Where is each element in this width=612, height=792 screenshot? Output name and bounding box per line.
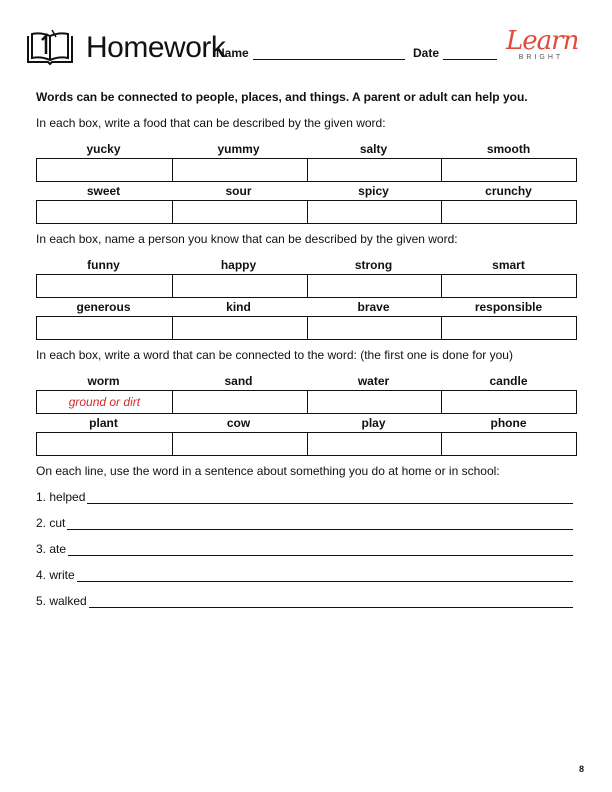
sentence-prompt: 4. write [36, 568, 75, 582]
word-cell: play [361, 416, 386, 430]
word-cell: sand [224, 374, 253, 388]
answer-box[interactable] [441, 159, 576, 181]
name-field[interactable] [216, 46, 405, 60]
word-cell: brave [357, 300, 390, 314]
word-grid-people [36, 256, 577, 340]
sentence-line[interactable] [36, 488, 573, 504]
sentence-line[interactable] [36, 540, 573, 556]
answer-row [36, 200, 577, 224]
date-field[interactable] [413, 46, 497, 60]
sentence-line[interactable] [36, 566, 573, 582]
sentence-prompt: 3. ate [36, 542, 67, 556]
word-cell: yucky [86, 142, 121, 156]
word-cell: sour [225, 184, 252, 198]
answer-box[interactable] [37, 159, 172, 181]
word-cell: happy [220, 258, 257, 272]
word-grid-food [36, 140, 577, 224]
word-cell: strong [354, 258, 393, 272]
answer-row [36, 274, 577, 298]
word-cell: generous [76, 300, 131, 314]
answer-box[interactable] [441, 275, 576, 297]
word-cell: smart [492, 258, 525, 272]
word-cell: phone [490, 416, 527, 430]
sentence-prompt: 1. helped [36, 490, 86, 504]
word-cell: yummy [217, 142, 260, 156]
answer-box[interactable] [37, 201, 172, 223]
answer-box[interactable] [172, 201, 307, 223]
word-grid-connections [36, 372, 577, 456]
answer-box[interactable] [441, 391, 576, 413]
word-row [36, 372, 577, 390]
sentence-line[interactable] [36, 514, 573, 530]
answer-box[interactable] [307, 391, 442, 413]
answer-box[interactable] [307, 201, 442, 223]
word-cell: worm [87, 374, 120, 388]
date-label: Date [413, 46, 440, 60]
word-cell: water [357, 374, 390, 388]
word-cell: candle [489, 374, 528, 388]
word-cell: smooth [486, 142, 531, 156]
sentences-instruction: On each line, use the word in a sentence about something you do at home or in school: [36, 464, 500, 478]
open-book-icon [26, 28, 74, 66]
sentence-line[interactable] [36, 592, 573, 608]
sentence-prompt: 5. walked [36, 594, 87, 608]
word-cell: sweet [86, 184, 121, 198]
word-cell: spicy [358, 184, 389, 198]
word-row [36, 140, 577, 158]
example-answer: ground or dirt [68, 395, 141, 409]
answer-box[interactable] [307, 433, 442, 455]
word-row [36, 414, 577, 432]
answer-box[interactable] [172, 433, 307, 455]
answer-box[interactable] [172, 275, 307, 297]
answer-box[interactable] [172, 159, 307, 181]
word-row [36, 182, 577, 200]
answer-box[interactable] [441, 317, 576, 339]
word-cell: responsible [474, 300, 543, 314]
answer-row [36, 390, 577, 414]
answer-row [36, 316, 577, 340]
answer-box[interactable] [172, 317, 307, 339]
answer-box[interactable] [172, 391, 307, 413]
intro-text: Words can be connected to people, places, and things. A parent or adult can help you. [36, 90, 528, 104]
word-cell: kind [226, 300, 251, 314]
learn-bright-logo [506, 26, 579, 70]
word-cell: cow [226, 416, 251, 430]
page-title: Homework [86, 31, 226, 64]
word-cell: crunchy [485, 184, 532, 198]
word-cell: plant [89, 416, 118, 430]
name-label: Name [216, 46, 249, 60]
answer-box[interactable] [37, 317, 172, 339]
answer-box[interactable] [37, 275, 172, 297]
logo-bright-text: BRIGHT [518, 54, 564, 61]
section-instruction: In each box, write a word that can be connected to the word: (the first one is done for you) [36, 348, 513, 362]
word-row [36, 298, 577, 316]
logo-learn-text: Learn [506, 26, 579, 56]
section-instruction: In each box, name a person you know that can be described by the given word: [36, 232, 458, 246]
page-number: 8 [578, 764, 584, 774]
page-header [26, 24, 586, 74]
answer-box[interactable] [37, 433, 172, 455]
word-cell: salty [359, 142, 388, 156]
sentence-prompt: 2. cut [36, 516, 66, 530]
answer-box[interactable] [307, 275, 442, 297]
answer-box[interactable] [307, 317, 442, 339]
answer-row [36, 158, 577, 182]
section-instruction: In each box, write a food that can be described by the given word: [36, 116, 386, 130]
word-row [36, 256, 577, 274]
word-cell: funny [87, 258, 120, 272]
answer-box[interactable] [441, 433, 576, 455]
answer-box[interactable] [307, 159, 442, 181]
answer-box[interactable] [441, 201, 576, 223]
answer-row [36, 432, 577, 456]
